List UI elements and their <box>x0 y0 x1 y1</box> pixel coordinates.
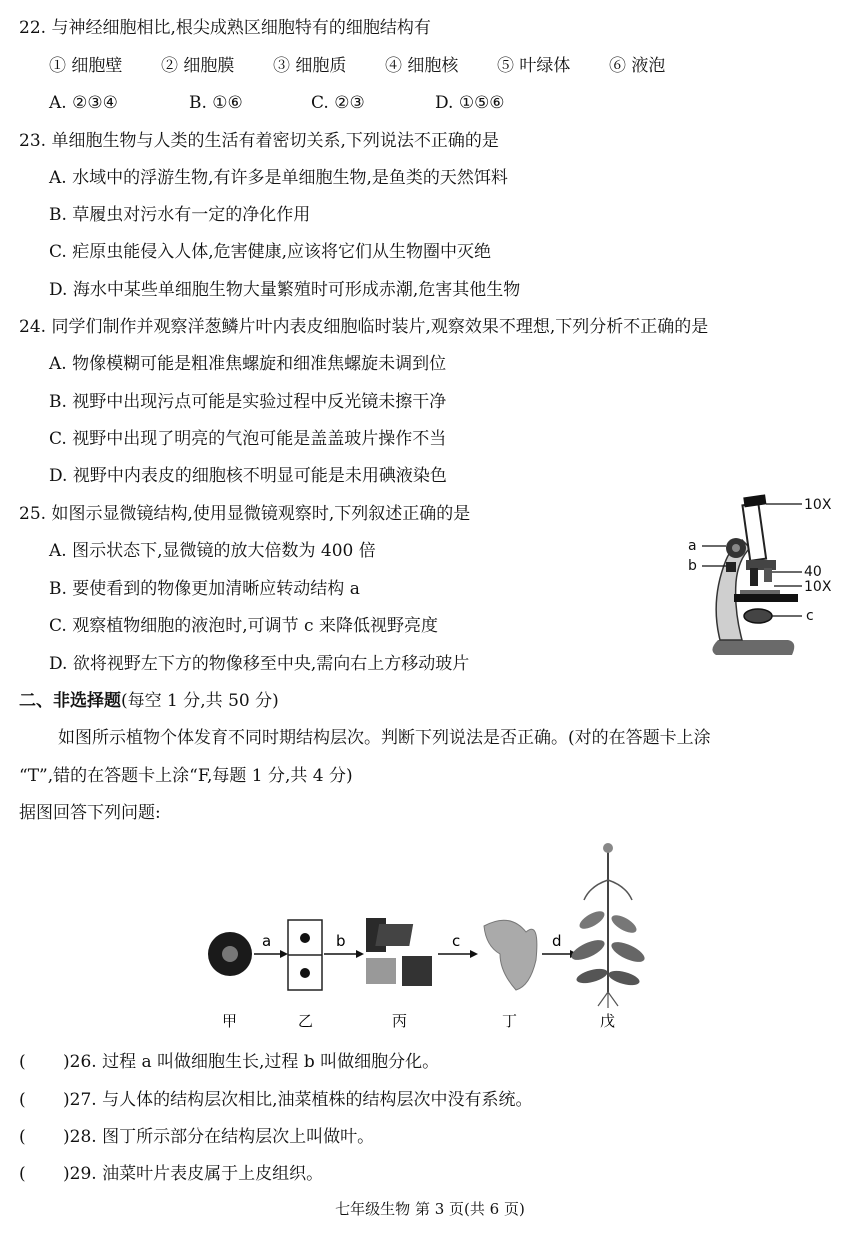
plant-leaf <box>575 966 609 986</box>
q23-option-c: C. 疟原虫能侵入人体,危害健康,应该将它们从生物圈中灭绝 <box>49 242 492 262</box>
q25-stem: 25. 如图示显微镜结构,使用显微镜观察时,下列叙述正确的是 <box>19 504 471 524</box>
label-objective-high: 40 <box>804 564 822 580</box>
q23-option-b: B. 草履虫对污水有一定的净化作用 <box>49 205 311 225</box>
q24-option-b: B. 视野中出现污点可能是实验过程中反光镜未擦干净 <box>49 392 447 412</box>
tissue-3 <box>366 958 396 984</box>
arrow-c-head <box>470 950 478 958</box>
label-objective-low: 10X <box>804 579 832 595</box>
microscope-base <box>712 640 794 655</box>
q22-item: ① 细胞壁 <box>49 56 123 76</box>
answer-blank[interactable] <box>19 1162 63 1186</box>
plant-branch <box>584 880 608 900</box>
tf-item <box>19 1162 323 1186</box>
stage <box>734 594 798 602</box>
q22-option-a: A. ②③④ <box>49 93 118 113</box>
process-d: d <box>552 932 562 950</box>
q25-option-d: D. 欲将视野左下方的物像移至中央,需向右上方移动玻片 <box>49 654 470 674</box>
plant-leaf <box>609 912 639 936</box>
section2-note: (每空 1 分,共 50 分) <box>121 691 279 711</box>
q22-items <box>49 54 665 78</box>
q22-item: ⑥ 液泡 <box>609 56 666 76</box>
q22-option-d: D. ①⑤⑥ <box>435 93 505 113</box>
q24-stem: 24. 同学们制作并观察洋葱鳞片叶内表皮细胞临时装片,观察效果不理想,下列分析不正确的是 <box>19 317 709 337</box>
fine-focus-knob <box>726 562 736 572</box>
tissue-4 <box>402 956 432 986</box>
tf-item-text: 29. 油菜叶片表皮属于上皮组织。 <box>69 1164 324 1184</box>
paren-open: ( <box>19 1164 26 1184</box>
paren-close: ) <box>63 1090 70 1110</box>
q22-stem: 22. 与神经细胞相比,根尖成熟区细胞特有的细胞结构有 <box>19 18 431 38</box>
mirror <box>744 609 772 623</box>
q22-options <box>49 91 505 115</box>
q23-stem: 23. 单细胞生物与人类的生活有着密切关系,下列说法不正确的是 <box>19 131 499 151</box>
paren-open: ( <box>19 1090 26 1110</box>
stage-label-jia: 甲 <box>222 1012 238 1030</box>
q23-option-d: D. 海水中某些单细胞生物大量繁殖时可形成赤潮,危害其他生物 <box>49 280 521 300</box>
section2-intro-line2: “T”,错的在答题卡上涂“F,每题 1 分,共 4 分) <box>19 766 353 786</box>
paren-close: ) <box>63 1052 70 1072</box>
tf-item-text: 26. 过程 a 叫做细胞生长,过程 b 叫做细胞分化。 <box>69 1052 440 1072</box>
process-a: a <box>262 932 272 950</box>
q23-option-a: A. 水域中的浮游生物,有许多是单细胞生物,是鱼类的天然饵料 <box>49 168 508 188</box>
stage-label-wu: 戊 <box>600 1012 616 1030</box>
tf-item-text: 27. 与人体的结构层次相比,油菜植株的结构层次中没有系统。 <box>69 1090 533 1110</box>
stage-ding-leaf <box>484 920 537 990</box>
q22-item: ② 细胞膜 <box>161 56 235 76</box>
stage-clip <box>740 590 780 594</box>
q22-option-c: C. ②③ <box>311 93 365 113</box>
q22-option-b: B. ①⑥ <box>189 93 243 113</box>
plant-development-figure <box>200 840 660 1035</box>
stage-label-bing: 丙 <box>392 1012 408 1030</box>
plant-leaf <box>609 938 648 966</box>
cell-nucleus <box>222 946 238 962</box>
plant-leaf <box>569 936 608 964</box>
section2-heading <box>19 689 279 713</box>
microscope-figure <box>680 490 850 665</box>
section2-intro-line1: 如图所示植物个体发育不同时期结构层次。判断下列说法是否正确。(对的在答题卡上涂 <box>58 728 711 748</box>
arrow-b-head <box>356 950 364 958</box>
q25-option-b: B. 要使看到的物像更加清晰应转动结构 a <box>49 579 360 599</box>
section2-title: 二、非选择题 <box>19 691 121 711</box>
label-b: b <box>688 558 697 574</box>
q25-option-c: C. 观察植物细胞的液泡时,可调节 c 来降低视野亮度 <box>49 616 438 636</box>
answer-blank[interactable] <box>19 1125 63 1149</box>
answer-blank[interactable] <box>19 1088 63 1112</box>
plant-leaf <box>577 908 607 932</box>
q22-item: ④ 细胞核 <box>385 56 459 76</box>
tf-item-text: 28. 图丁所示部分在结构层次上叫做叶。 <box>69 1127 375 1147</box>
plant-leaf <box>607 968 641 988</box>
tf-item <box>19 1125 374 1149</box>
plant-flower <box>603 843 613 853</box>
label-c: c <box>806 608 814 624</box>
tf-item <box>19 1050 439 1074</box>
paren-open: ( <box>19 1127 26 1147</box>
plant-branch <box>608 880 632 900</box>
q24-option-d: D. 视野中内表皮的细胞核不明显可能是未用碘液染色 <box>49 466 447 486</box>
answer-blank[interactable] <box>19 1050 63 1074</box>
microscope-eyepiece <box>743 494 766 507</box>
q22-item: ③ 细胞质 <box>273 56 347 76</box>
paren-close: ) <box>63 1164 70 1184</box>
coarse-focus-knob-center <box>732 544 740 552</box>
stage-label-ding: 丁 <box>502 1012 518 1030</box>
q22-item: ⑤ 叶绿体 <box>497 56 571 76</box>
objective-lens <box>750 568 758 586</box>
stage-label-yi: 乙 <box>298 1012 314 1030</box>
cell-nucleus <box>300 968 310 978</box>
q25-option-a: A. 图示状态下,显微镜的放大倍数为 400 倍 <box>49 541 376 561</box>
process-c: c <box>452 932 461 950</box>
label-a: a <box>688 538 697 554</box>
plant-roots <box>598 992 618 1008</box>
page-footer: 七年级生物 第 3 页(共 6 页) <box>335 1200 525 1218</box>
cell-nucleus <box>300 933 310 943</box>
tissue-2 <box>375 924 413 946</box>
paren-open: ( <box>19 1052 26 1072</box>
tf-item <box>19 1088 532 1112</box>
arrow-a-head <box>280 950 288 958</box>
label-eyepiece: 10X <box>804 497 832 513</box>
q24-option-c: C. 视野中出现了明亮的气泡可能是盖盖玻片操作不当 <box>49 429 447 449</box>
section2-prompt: 据图回答下列问题: <box>19 803 161 823</box>
q24-option-a: A. 物像模糊可能是粗准焦螺旋和细准焦螺旋未调到位 <box>49 354 447 374</box>
process-b: b <box>336 932 346 950</box>
paren-close: ) <box>63 1127 70 1147</box>
objective-lens <box>764 568 772 582</box>
